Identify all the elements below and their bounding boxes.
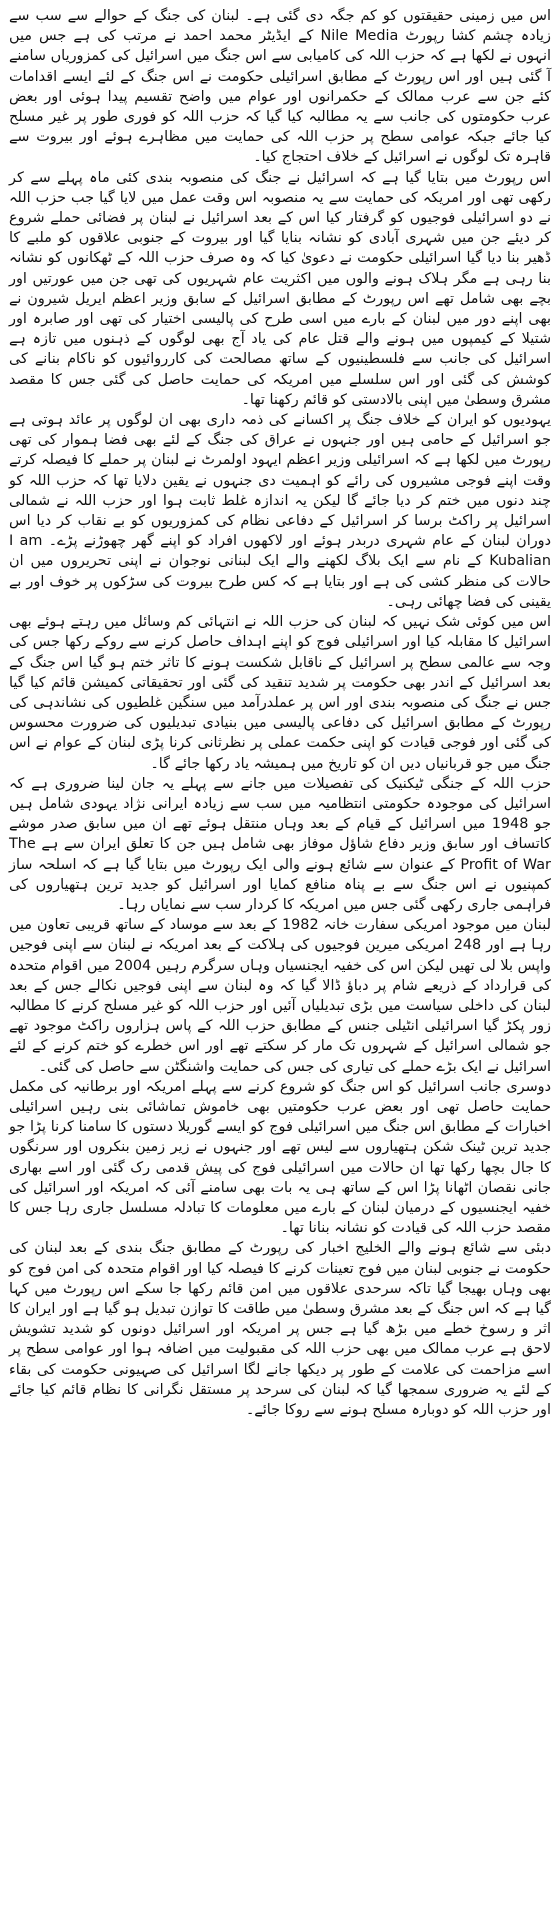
article-paragraph: اس میں کوئی شک نہیں کہ لبنان کی حزب اللہ نے انتہائی کم وسائل میں رہتے ہوئے بھی اسرائیل کا مقابلہ کیا اور اسرائیلی فوج کو اپنے اہداف حاصل کرنے سے روکے رکھا جس کی وجہ سے عالمی سطح پر اسرائیل کے ناقابل شکست ہونے کا تاثر ختم ہو گیا اس جنگ کے بعد اسرائیل کے اندر بھی حکومت پر شدید تنقید کی گئی اور تحقیقاتی کمیشن قائم کیا گیا جس نے جنگ کی منصوبہ بندی اور اس پر عملدرآمد میں سنگین غلطیوں کی نشاندہی کی رپورٹ کے مطابق اسرائیل کی دفاعی پالیسی میں بنیادی تبدیلیوں کی ضرورت محسوس کی گئی اور فوجی قیادت کو اپنی حکمت عملی پر نظرثانی کرنا پڑی لبنان کے عوام نے اس جنگ میں جو قربانیاں دیں ان کو تاریخ میں ہمیشہ یاد رکھا جائے گا۔	[9, 614, 551, 772]
article-paragraph: دبئی سے شائع ہونے والے الخلیج اخبار کی رپورٹ کے مطابق جنگ بندی کے بعد لبنان کی حکومت نے جنوبی لبنان میں فوج تعینات کرنے کا فیصلہ کیا اور اقوام متحدہ کی امن فوج کو بھی وہاں بھیجا گیا تاکہ سرحدی علاقوں میں امن قائم رکھا جا سکے اس رپورٹ میں کہا گیا ہے کہ اس جنگ کے بعد مشرق وسطیٰ میں طاقت کا توازن تبدیل ہو گیا ہے اور ایران کا اثر و رسوخ خطے میں بڑھ گیا ہے جس پر امریکہ اور اسرائیل دونوں کو شدید تشویش لاحق ہے عرب ممالک میں بھی حزب اللہ کی مقبولیت میں اضافہ ہوا اور عوامی سطح پر اسے مزاحمت کی علامت کے طور پر دیکھا جانے لگا اسرائیل کی صہیونی حکومت کی بقاء کے لئے یہ ضروری سمجھا گیا کہ لبنان کی سرحد پر مستقل نگرانی کا نظام قائم کیا جائے اور حزب اللہ کو دوبارہ مسلح ہونے سے روکا جائے۔	[9, 1240, 551, 1419]
article-body	[9, 6, 551, 1420]
article-paragraph: اس میں زمینی حقیقتوں کو کم جگہ دی گئی ہے۔ لبنان کی جنگ کے حوالے سے سب سے زیادہ چشم کشا رپورٹ Nile Media کے ایڈیٹر محمد احمد نے مرتب کی ہے جس میں انہوں نے لکھا ہے کہ حزب اللہ کی کامیابی سے اس جنگ میں اسرائیل کی کمزوریاں سامنے آ گئی ہیں اور اس رپورٹ کے مطابق اسرائیلی حکومت نے اس جنگ کے لئے ایسے اقدامات کئے جن سے عرب ممالک کے حکمرانوں اور عوام میں واضح تقسیم پیدا ہوئی اور بعض عرب حکومتوں کی جانب سے یہ مطالبہ کیا گیا کہ حزب اللہ کو فوری طور پر غیر مسلح کیا جائے جبکہ عوامی سطح پر حزب اللہ کی حمایت میں مظاہرے ہوئے اور بیروت سے قاہرہ تک لوگوں نے اسرائیل کے خلاف احتجاج کیا۔	[9, 8, 551, 166]
article-paragraph: یہودیوں کو ایران کے خلاف جنگ پر اکسانے کی ذمہ داری بھی ان لوگوں پر عائد ہوتی ہے جو اسرائیل کے حامی ہیں اور جنہوں نے عراق کی جنگ کے لئے بھی فضا ہموار کی تھی رپورٹ میں لکھا ہے کہ اسرائیلی وزیر اعظم ایہود اولمرٹ نے لبنان پر حملے کا فیصلہ کرتے وقت اپنے فوجی مشیروں کی رائے کو اہمیت دی جنہوں نے یقین دلایا تھا کہ حزب اللہ کو چند دنوں میں ختم کر دیا جائے گا لیکن یہ اندازہ غلط ثابت ہوا اور حزب اللہ نے شمالی اسرائیل پر راکٹ برسا کر اسرائیل کے دفاعی نظام کی کمزوریوں کو بے نقاب کر دیا اس دوران لبنان کے عام شہری دربدر ہوئے اور لاکھوں افراد کو اپنے گھر چھوڑنے پڑے۔ I am Kubalian کے نام سے ایک بلاگ لکھنے والے ایک لبنانی نوجوان نے اپنی تحریروں میں ان حالات کی منظر کشی کی ہے اور بتایا ہے کہ کس طرح بیروت کی سڑکوں پر خوف اور بے یقینی کی فضا چھائی رہی۔	[9, 412, 552, 610]
article-paragraph: لبنان میں موجود امریکی سفارت خانہ 1982 کے بعد سے موساد کے ساتھ قریبی تعاون میں رہا ہے اور 248 امریکی میرین فوجیوں کی ہلاکت کے بعد امریکہ نے لبنان سے اپنی فوجیں واپس بلا لی تھیں لیکن اس کی خفیہ ایجنسیاں وہاں سرگرم رہیں 2004 میں اقوام متحدہ کی قرارداد کے ذریعے شام پر دباؤ ڈالا گیا کہ وہ لبنان سے اپنی فوجیں نکالے جس کے بعد لبنان کی داخلی سیاست میں بڑی تبدیلیاں آئیں اور حزب اللہ کو غیر مسلح کرنے کا مطالبہ زور پکڑ گیا اسرائیلی انٹیلی جنس کے مطابق حزب اللہ کے پاس ہزاروں راکٹ موجود تھے جو شمالی اسرائیل کے شہروں تک مار کر سکتے تھے اور اس خطرے کو ختم کرنے کے لئے اسرائیل نے ایک بڑے حملے کی تیاری کی جس کی حمایت واشنگٹن سے حاصل کی گئی۔	[9, 917, 551, 1075]
article-paragraph: اس رپورٹ میں بتایا گیا ہے کہ اسرائیل نے جنگ کی منصوبہ بندی کئی ماہ پہلے سے کر رکھی تھی اور امریکہ کی حمایت سے یہ منصوبہ اس وقت عمل میں لایا گیا جب حزب اللہ نے دو اسرائیلی فوجیوں کو گرفتار کیا اس کے بعد اسرائیل نے لبنان پر فضائی حملے شروع کر دیئے جن میں شہری آبادی کو نشانہ بنایا گیا اور بیروت کے جنوبی علاقوں کو ملبے کا ڈھیر بنا دیا گیا اسرائیلی حکومت نے دعویٰ کیا کہ وہ صرف حزب اللہ کے ٹھکانوں کو نشانہ بنا رہی ہے مگر ہلاک ہونے والوں میں اکثریت عام شہریوں کی تھی جن میں عورتیں اور بچے بھی شامل تھے اس رپورٹ کے مطابق اسرائیل کے سابق وزیر اعظم ایریل شیرون نے بھی اپنے دور میں لبنان کے بارے میں اسی طرح کی پالیسی اختیار کی تھی اور صابرہ اور شتیلا کے کیمپوں میں ہونے والے قتل عام کی یاد آج بھی لوگوں کے ذہنوں میں تازہ ہے اسرائیل کی جانب سے فلسطینیوں کے ساتھ مصالحت کی کارروائیوں کو ناکام بنانے کی کوشش کی گئی اور اس سلسلے میں امریکہ کی حمایت حاصل کی گئی جس کا مقصد مشرق وسطیٰ میں اپنی بالادستی کو قائم رکھنا تھا۔	[9, 169, 551, 408]
article-paragraph: حزب اللہ کے جنگی ٹیکنیک کی تفصیلات میں جانے سے پہلے یہ جان لینا ضروری ہے کہ اسرائیل کی موجودہ حکومتی انتظامیہ میں سب سے زیادہ ایرانی نژاد یہودی شامل ہیں جو 1948 میں اسرائیل کے قیام کے بعد وہاں منتقل ہوئے تھے ان میں سابق صدر موشے کاتساف اور سابق وزیر دفاع شاؤل موفاز بھی شامل ہیں جن کا تعلق ایران سے ہے The Profit of War کے عنوان سے شائع ہونے والی ایک رپورٹ میں بتایا گیا ہے کہ اسلحہ ساز کمپنیوں نے اس جنگ سے بے پناہ منافع کمایا اور اسرائیل کو جدید ترین ہتھیاروں کی فراہمی جاری رکھی گئی جس میں امریکہ کا کردار سب سے نمایاں رہا۔	[9, 775, 551, 913]
article-paragraph: دوسری جانب اسرائیل کو اس جنگ کو شروع کرنے سے پہلے امریکہ اور برطانیہ کی مکمل حمایت حاصل تھی اور بعض عرب حکومتیں بھی خاموش تماشائی بنی رہیں اسرائیلی اخبارات کے مطابق اس جنگ میں اسرائیلی فوج کو ایسے گوریلا دستوں کا سامنا کرنا پڑا جو جدید ترین ٹینک شکن ہتھیاروں سے لیس تھے اور جنہوں نے زیر زمین بنکروں اور سرنگوں کا جال بچھا رکھا تھا ان حالات میں اسرائیلی فوج کی پیش قدمی رک گئی اور اسے بھاری جانی نقصان اٹھانا پڑا اس کے ساتھ ہی یہ بات بھی سامنے آئی کہ امریکہ اور اسرائیل کی خفیہ ایجنسیوں کے درمیان لبنان کے بارے میں معلومات کا تبادلہ مسلسل جاری رہا جس کا مقصد حزب اللہ کی قیادت کو نشانہ بنانا تھا۔	[9, 1078, 551, 1237]
